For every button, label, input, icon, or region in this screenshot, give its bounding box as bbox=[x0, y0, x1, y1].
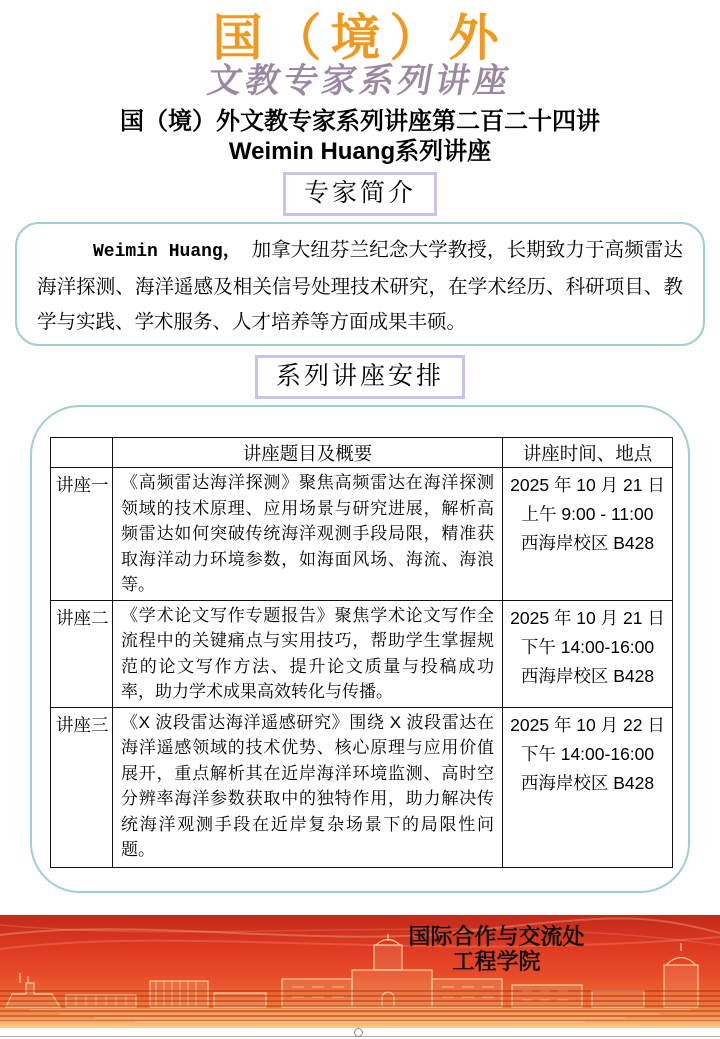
series-logo bbox=[0, 9, 720, 101]
expert-name-text: Weimin Huang， bbox=[93, 242, 232, 262]
resize-handle[interactable] bbox=[354, 1028, 363, 1037]
page-title bbox=[0, 107, 720, 167]
table-row bbox=[51, 600, 673, 707]
header-cell-topic: 讲座题目及概要 bbox=[113, 438, 503, 468]
header-cell-time: 讲座时间、地点 bbox=[503, 438, 673, 468]
schedule-heading bbox=[255, 355, 465, 399]
lecture-3-hours: 下午 14:00-16:00 bbox=[520, 743, 655, 764]
table-row bbox=[51, 468, 673, 601]
title-line-1: 国（境）外文教专家系列讲座第二百二十四讲 bbox=[120, 109, 600, 135]
lecture-1-date: 2025 年 10 月 21 日 bbox=[510, 475, 665, 495]
footer-organizer-line-1: 国际合作与交流处 bbox=[408, 924, 585, 949]
footer-stripes-decoration bbox=[0, 987, 720, 1021]
schedule-heading-label: 系列讲座安排 bbox=[275, 363, 445, 390]
table-header-row bbox=[51, 438, 673, 468]
lecture-1-summary: 《高频雷达海洋探测》聚焦高频雷达在海洋探测领域的技术原理、应用场景与研究进展，解析高频雷达如何突破传统海洋观测手段局限，精准获取海洋动力环境参数，如海面风场、海流、海浪等。 bbox=[113, 468, 503, 601]
expert-intro-heading-label: 专家简介 bbox=[303, 180, 417, 207]
lecture-1-time bbox=[503, 468, 673, 601]
header-cell-empty bbox=[51, 438, 113, 468]
title-line-2 bbox=[0, 137, 720, 167]
lecture-2-label: 讲座二 bbox=[51, 600, 113, 707]
lecture-1-location: 西海岸校区 B428 bbox=[520, 533, 655, 553]
expert-intro-paragraph bbox=[37, 233, 683, 340]
footer-organizer-line-2: 工程学院 bbox=[452, 949, 541, 974]
logo-title-text: 国（境）外 bbox=[212, 9, 508, 67]
expert-intro-box bbox=[15, 222, 705, 346]
schedule-table bbox=[50, 437, 673, 868]
lecture-1-label: 讲座一 bbox=[51, 468, 113, 601]
logo-subtitle-text: 文教专家系列讲座 bbox=[204, 61, 516, 101]
expert-intro-text: 加拿大纽芬兰纪念大学教授，长期致力于高频雷达海洋探测、海洋遥感及相关信号处理技术研究，在学术经历、科研项目、教学与实践、学术服务、人才培养等方面成果丰硕。 bbox=[37, 240, 683, 333]
lecture-2-time bbox=[503, 600, 673, 707]
lecture-2-hours: 下午 14:00-16:00 bbox=[520, 636, 655, 657]
expert-intro-heading bbox=[283, 172, 437, 216]
lecture-3-summary: 《X 波段雷达海洋遥感研究》围绕 X 波段雷达在海洋遥感领域的技术优势、核心原理与应用价值展开，重点解析其在近岸海洋环境监测、高时空分辨率海洋参数获取中的独特作用，助力解决传统海洋观测手段在近岸复杂场景下的局限性问题。 bbox=[113, 707, 503, 867]
footer-banner bbox=[0, 915, 720, 1028]
lecture-1-hours: 上午 9:00 - 11:00 bbox=[521, 504, 654, 524]
lecture-3-label: 讲座三 bbox=[51, 707, 113, 867]
lecture-2-date: 2025 年 10 月 21 日 bbox=[510, 607, 665, 628]
lecture-3-time bbox=[503, 707, 673, 867]
title-speaker-name: Weimin Huang bbox=[228, 138, 396, 165]
lecture-2-location: 西海岸校区 B428 bbox=[520, 665, 655, 686]
lecture-3-date: 2025 年 10 月 22 日 bbox=[510, 714, 665, 735]
table-row bbox=[51, 707, 673, 867]
lecture-3-location: 西海岸校区 B428 bbox=[520, 772, 655, 793]
lecture-2-summary: 《学术论文写作专题报告》聚焦学术论文写作全流程中的关键痛点与实用技巧，帮助学生掌握规范的论文写作方法、提升论文质量与投稿成功率，助力学术成果高效转化与传播。 bbox=[113, 600, 503, 707]
title-line-2-suffix: 系列讲座 bbox=[395, 139, 492, 165]
footer-organizer bbox=[359, 924, 634, 974]
